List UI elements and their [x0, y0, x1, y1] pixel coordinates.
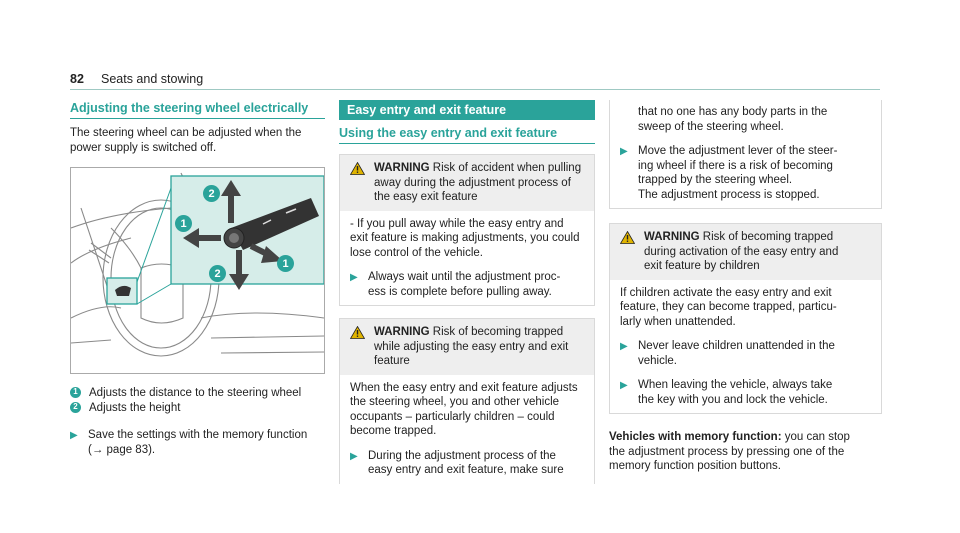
instruction-step — [620, 378, 871, 407]
section-band: Easy entry and exit feature — [339, 100, 595, 120]
warning-body-line: the steering wheel, you and other vehicle — [350, 396, 560, 408]
warning-text: exit feature by children — [644, 260, 760, 272]
warning-body — [610, 280, 881, 414]
section-title: Seats and stowing — [101, 72, 204, 86]
header-divider — [70, 89, 880, 90]
step-line: Always wait until the adjustment proc- — [368, 271, 561, 283]
legend-item — [70, 386, 325, 401]
step-line: trapped by the steering wheel. — [638, 174, 793, 186]
intro-line: The steering wheel can be adjusted when the — [70, 127, 302, 139]
step-line: vehicle. — [638, 354, 677, 367]
legend-badge: 2 — [70, 402, 81, 413]
warning-body-line: sweep of the steering wheel. — [638, 120, 784, 133]
memory-note-text: memory function position buttons. — [609, 460, 781, 472]
warning-body — [340, 211, 594, 306]
step-line: Never leave children unattended in the — [638, 340, 835, 352]
warning-text: away during the adjustment process of — [374, 176, 571, 189]
warning-header — [340, 319, 594, 375]
warning-body-line: larly when unattended. — [620, 315, 736, 328]
warning-text: Risk of accident when pulling — [432, 162, 582, 174]
page-reference-link[interactable]: (→ page 83). — [88, 443, 156, 456]
legend-item — [70, 401, 325, 416]
step-line: The adjustment process is stopped. — [638, 188, 820, 201]
triangle-right-icon: ▶ — [620, 380, 628, 391]
step-line: easy entry and exit feature, make sure — [368, 464, 564, 476]
warning-body — [610, 140, 881, 208]
warning-body-line: that no one has any body parts in the — [638, 106, 828, 118]
legend — [70, 386, 325, 415]
warning-body-line: When the easy entry and exit feature adjusts — [350, 381, 578, 394]
memory-note-text: the adjustment process by pressing one of the — [609, 445, 845, 458]
step-line: When leaving the vehicle, always take — [638, 379, 833, 391]
step-line: ing wheel if there is a risk of becoming — [638, 159, 833, 172]
subheading-rule — [339, 143, 595, 144]
memory-note — [609, 430, 882, 474]
triangle-right-icon: ▶ — [620, 341, 628, 352]
page-number: 82 — [70, 72, 84, 86]
step-line: ess is complete before pulling away. — [368, 285, 552, 298]
warning-triangle-icon — [350, 326, 365, 339]
memory-note-text: you can stop — [781, 431, 850, 443]
triangle-right-icon: ▶ — [620, 146, 628, 157]
subheading-easy-entry: Using the easy entry and exit feature — [339, 126, 558, 140]
callout-2-top: 2 — [203, 185, 220, 202]
warning-text: during activation of the easy entry and — [644, 245, 839, 258]
instruction-step — [70, 428, 325, 457]
warning-body-line: - If you pull away while the easy entry and — [350, 217, 564, 230]
heading-steering-adjust: Adjusting the steering wheel electrically — [70, 101, 309, 115]
warning-triangle-icon — [350, 162, 365, 175]
instruction-step — [350, 449, 584, 478]
step-line: During the adjustment process of the — [368, 449, 556, 462]
warning-body — [340, 375, 594, 484]
instruction-step — [620, 339, 871, 368]
warning-header — [340, 155, 594, 211]
warning-title: WARNING — [644, 231, 700, 243]
heading-rule — [70, 118, 325, 119]
callout-1-left: 1 — [175, 215, 192, 232]
step-line: the key with you and lock the vehicle. — [638, 393, 828, 406]
legend-text: Adjusts the distance to the steering wheel — [89, 387, 302, 399]
triangle-right-icon: ▶ — [70, 430, 78, 441]
legend-text: Adjusts the height — [89, 401, 181, 414]
warning-body-line: If children activate the easy entry and exit — [620, 286, 832, 299]
steering-column-illustration — [70, 167, 325, 374]
warning-body-line: feature, they can become trapped, particu- — [620, 301, 837, 313]
instruction-step — [350, 270, 584, 299]
warning-body-line: exit feature is making adjustments, you could — [350, 232, 580, 244]
callout-2-bottom: 2 — [209, 265, 226, 282]
column-easy-entry — [339, 100, 595, 484]
step-line: Save the settings with the memory function — [88, 429, 308, 441]
warning-text: Risk of becoming trapped — [432, 326, 564, 338]
callout-1-right: 1 — [277, 255, 294, 272]
warning-box-trapped-continued — [609, 100, 882, 209]
warning-box-children — [609, 223, 882, 414]
warning-text: feature — [374, 355, 410, 367]
warning-body-line: lose control of the vehicle. — [350, 246, 483, 259]
warning-body-line: become trapped. — [350, 425, 437, 437]
warning-body-line: occupants – particularly children – could — [350, 410, 555, 423]
legend-badge: 1 — [70, 387, 81, 398]
memory-note-title: Vehicles with memory function: — [609, 431, 782, 443]
step-line: Move the adjustment lever of the steer- — [638, 145, 838, 157]
warning-box-trapped — [339, 318, 595, 484]
column-steering — [70, 100, 325, 457]
warning-title: WARNING — [374, 162, 430, 174]
warning-text: Risk of becoming trapped — [702, 231, 834, 243]
triangle-right-icon: ▶ — [350, 450, 358, 462]
warning-text: the easy exit feature — [374, 191, 478, 203]
warning-triangle-icon — [620, 231, 635, 244]
instruction-step — [620, 144, 871, 202]
intro-line: power supply is switched off. — [70, 141, 217, 154]
column-continued — [609, 100, 882, 474]
warning-body — [610, 100, 881, 140]
triangle-right-icon: ▶ — [350, 272, 358, 283]
warning-header — [610, 224, 881, 280]
warning-box-accident — [339, 154, 595, 306]
warning-text: while adjusting the easy entry and exit — [374, 340, 569, 353]
warning-title: WARNING — [374, 326, 430, 338]
